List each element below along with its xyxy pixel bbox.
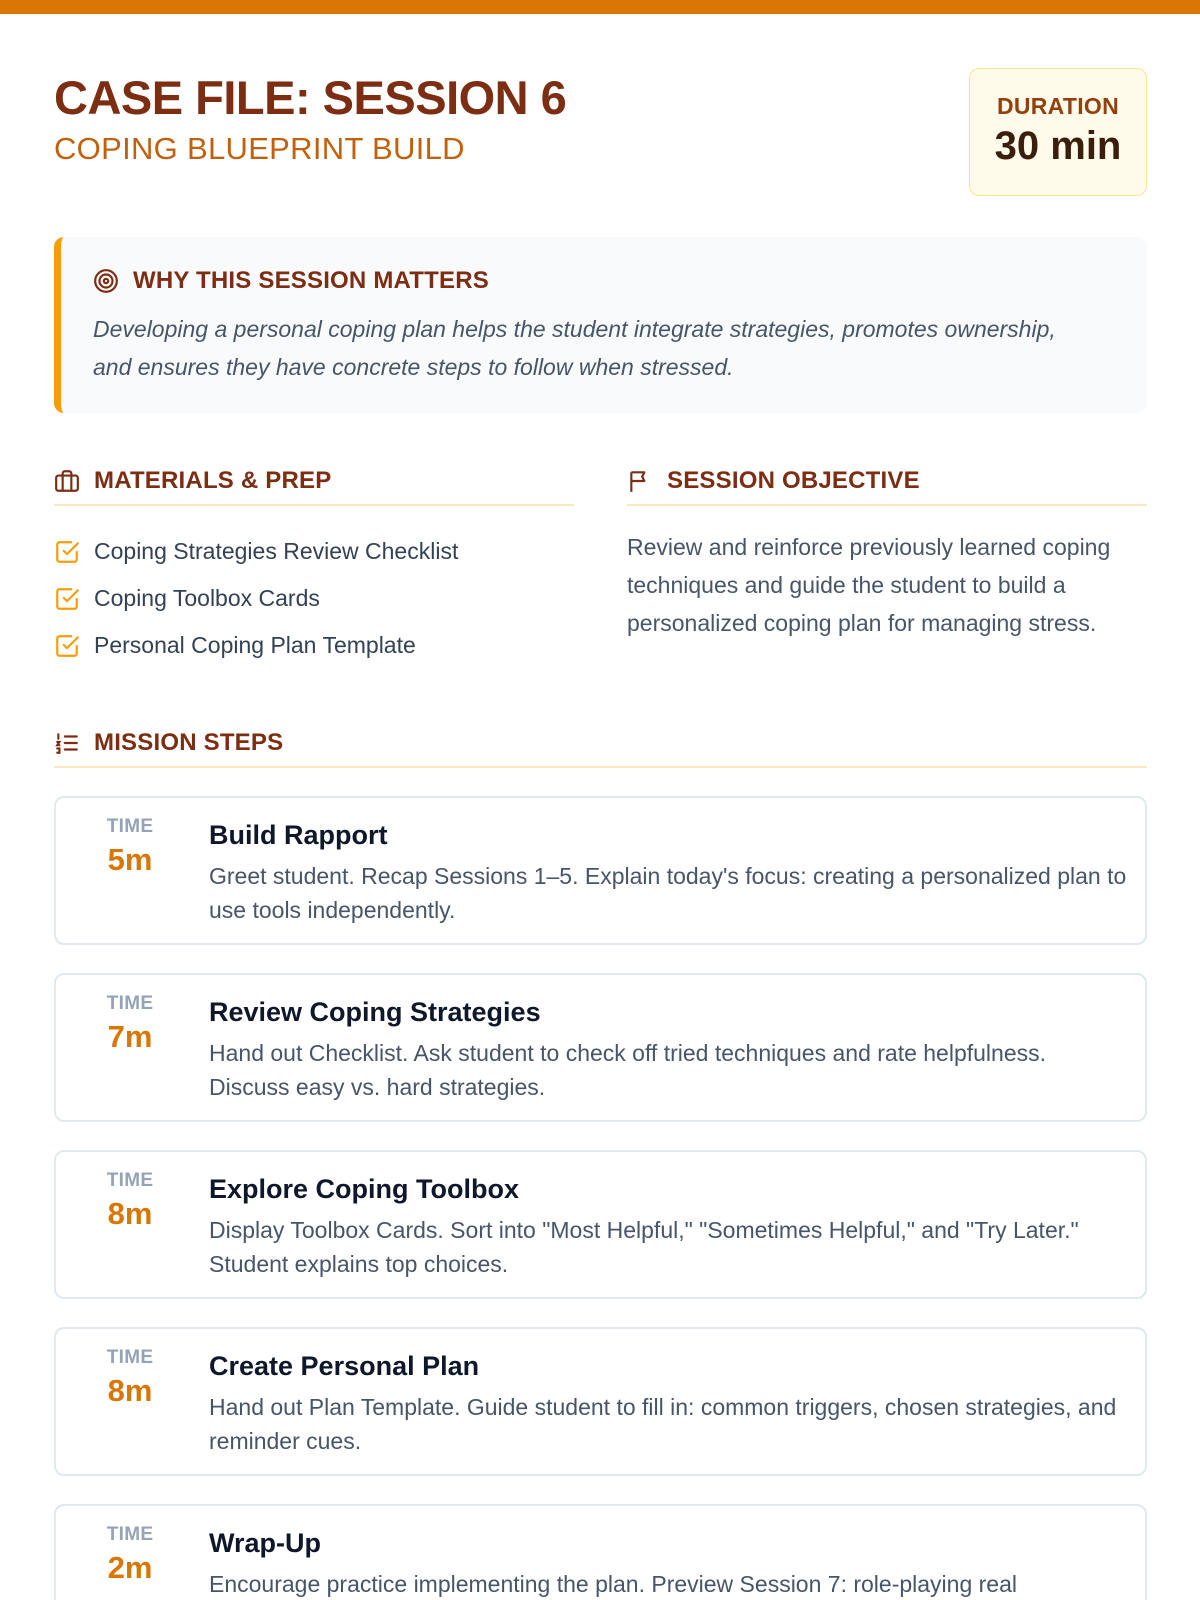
material-label: Personal Coping Plan Template	[94, 632, 416, 658]
step-title: Create Personal Plan	[209, 1351, 480, 1381]
objective-heading	[627, 466, 1147, 506]
briefcase-icon	[54, 468, 80, 494]
target-icon	[93, 268, 119, 294]
materials-list	[54, 528, 574, 669]
step-description: Display Toolbox Cards. Sort into "Most Helpful," "Sometimes Helpful," and "Try Later." Student explains top choices.	[209, 1217, 1079, 1277]
page-header	[54, 68, 1147, 198]
steps-heading	[54, 728, 1147, 768]
material-label: Coping Toolbox Cards	[94, 585, 320, 611]
time-label: TIME	[106, 1524, 154, 1545]
time-label: TIME	[106, 1347, 154, 1368]
step-title: Explore Coping Toolbox	[209, 1174, 519, 1204]
step-card	[54, 1327, 1147, 1476]
list-ordered-icon	[54, 730, 80, 756]
time-label: TIME	[106, 1170, 154, 1191]
material-item	[54, 528, 574, 575]
step-time	[76, 816, 184, 878]
flag-icon	[627, 468, 653, 494]
duration-label: DURATION	[996, 93, 1120, 119]
step-body	[209, 1174, 1129, 1281]
step-description: Hand out Checklist. Ask student to check off tried techniques and rate helpfulness. Discuss easy vs. hard strategies.	[209, 1040, 1047, 1100]
objective-text: Review and reinforce previously learned coping techniques and guide the student to build a personalized coping plan for managing stress.	[627, 534, 1111, 636]
why-text: Developing a personal coping plan helps the student integrate strategies, promotes ownership, and ensures they have concrete steps to follow when stressed.	[93, 316, 1056, 380]
step-time	[76, 1347, 184, 1409]
step-description: Hand out Plan Template. Guide student to fill in: common triggers, chosen strategies, and reminder cues.	[209, 1394, 1117, 1454]
step-body	[209, 1528, 1129, 1600]
time-value: 8m	[107, 1196, 153, 1231]
checkbox-checked-icon	[54, 633, 80, 659]
step-description: Encourage practice implementing the plan. Preview Session 7: role-playing real	[209, 1571, 1017, 1597]
step-card	[54, 1504, 1147, 1600]
materials-title: MATERIALS & PREP	[94, 467, 332, 494]
page-subtitle: COPING BLUEPRINT BUILD	[54, 131, 465, 166]
why-title: WHY THIS SESSION MATTERS	[133, 267, 489, 294]
step-card	[54, 973, 1147, 1122]
step-title: Review Coping Strategies	[209, 997, 541, 1027]
step-title: Build Rapport	[209, 820, 388, 850]
time-value: 5m	[107, 842, 153, 877]
duration-badge	[969, 68, 1147, 196]
steps-title: MISSION STEPS	[94, 729, 284, 756]
step-card	[54, 1150, 1147, 1299]
material-item	[54, 622, 574, 669]
why-heading	[93, 267, 489, 295]
steps-list	[54, 796, 1147, 1600]
material-item	[54, 575, 574, 622]
page-title: CASE FILE: SESSION 6	[54, 71, 567, 124]
duration-value: 30 min	[994, 124, 1122, 168]
step-body	[209, 1351, 1129, 1458]
objective-title: SESSION OBJECTIVE	[667, 467, 920, 494]
checkbox-checked-icon	[54, 539, 80, 565]
time-label: TIME	[106, 993, 154, 1014]
step-title: Wrap-Up	[209, 1528, 321, 1558]
step-body	[209, 820, 1129, 927]
time-value: 7m	[107, 1019, 153, 1054]
materials-heading	[54, 466, 574, 506]
step-description: Greet student. Recap Sessions 1–5. Explain today's focus: creating a personalized plan to use tools independently.	[209, 863, 1127, 923]
time-value: 8m	[107, 1373, 153, 1408]
time-label: TIME	[106, 816, 154, 837]
checkbox-checked-icon	[54, 586, 80, 612]
material-label: Coping Strategies Review Checklist	[94, 538, 459, 564]
step-time	[76, 993, 184, 1055]
top-accent-bar	[0, 0, 1200, 14]
why-section	[54, 237, 1147, 413]
step-body	[209, 997, 1129, 1104]
step-time	[76, 1170, 184, 1232]
step-time	[76, 1524, 184, 1586]
objective-section	[627, 466, 1147, 642]
step-card	[54, 796, 1147, 945]
time-value: 2m	[107, 1550, 153, 1585]
materials-section	[54, 466, 574, 669]
